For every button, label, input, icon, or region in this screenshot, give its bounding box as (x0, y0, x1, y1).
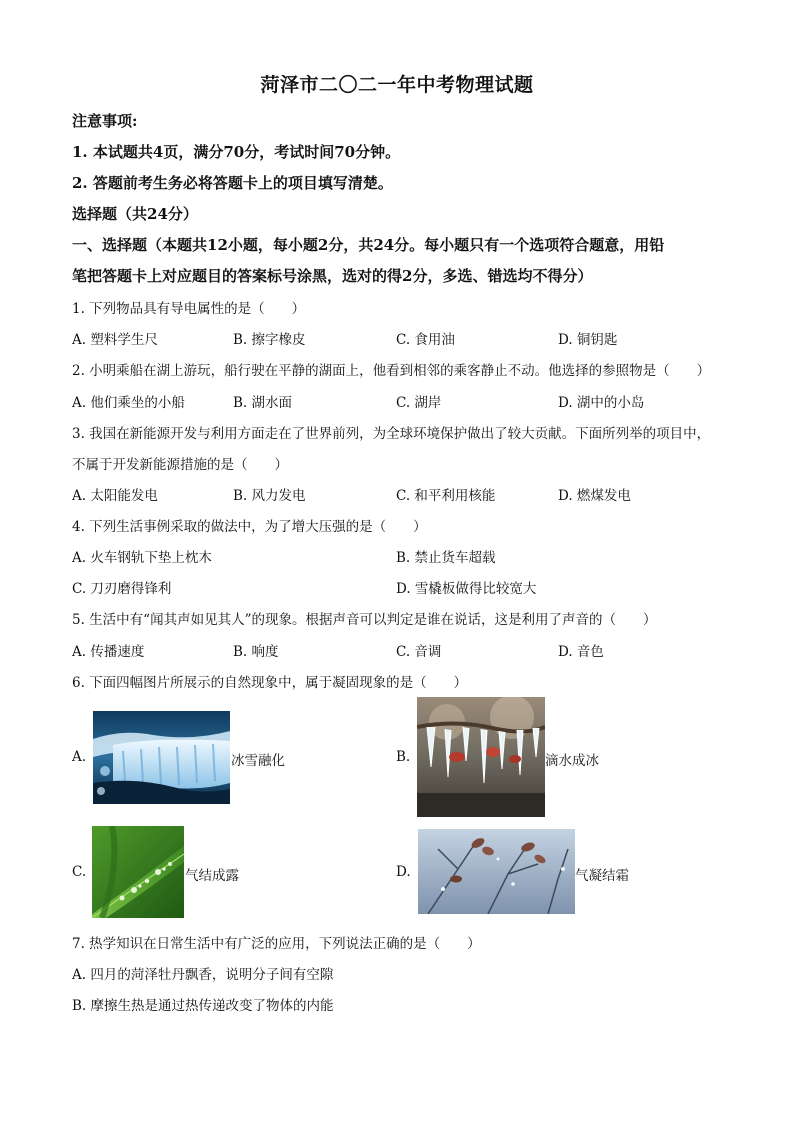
notice-item-1: 1. 本试题共4页，满分70分，考试时间70分钟。 (72, 143, 401, 161)
question-4-option-d[interactable]: D. 雪橇板做得比较宽大 (396, 581, 537, 597)
question-2-option-d[interactable]: D. 湖中的小岛 (558, 395, 645, 411)
question-1-option-b[interactable]: B. 擦字橡皮 (233, 332, 306, 348)
question-1-stem: 1. 下列物品具有导电属性的是（ ） (72, 301, 306, 317)
question-4-stem: 4. 下列生活事例采取的做法中，为了增大压强的是（ ） (72, 519, 427, 535)
question-6-option-b-letter[interactable]: B. (396, 749, 411, 765)
question-3-option-b[interactable]: B. 风力发电 (233, 488, 306, 504)
section-intro-line-2: 笔把答题卡上对应题目的答案标号涂黑，选对的得2分，多选、错选均不得分） (72, 267, 593, 285)
question-4-option-b[interactable]: B. 禁止货车超载 (396, 550, 496, 566)
question-3-option-d[interactable]: D. 燃煤发电 (558, 488, 631, 504)
question-3-stem-line-2: 不属于开发新能源措施的是（ ） (72, 457, 288, 473)
notice-item-2: 2. 答题前考生务必将答题卡上的项目填写清楚。 (72, 174, 393, 192)
question-6-option-d-caption: 气凝结霜 (575, 868, 629, 884)
melting-ice-photo[interactable] (93, 711, 230, 804)
question-2-option-b[interactable]: B. 湖水面 (233, 395, 293, 411)
question-6-option-a-caption: 冰雪融化 (231, 753, 285, 769)
question-7-option-a[interactable]: A. 四月的菏泽牡丹飘香，说明分子间有空隙 (72, 967, 334, 983)
section-heading: 选择题（共24分） (72, 205, 198, 223)
section-intro-line-1: 一、选择题（本题共12小题，每小题2分，共24分。每小题只有一个选项符合题意，用铅 (72, 236, 665, 254)
question-5-option-b[interactable]: B. 响度 (233, 644, 279, 660)
question-4-option-a[interactable]: A. 火车钢轨下垫上枕木 (72, 550, 212, 566)
question-6-option-b-caption: 滴水成冰 (545, 753, 599, 769)
question-3-option-c[interactable]: C. 和平利用核能 (396, 488, 496, 504)
question-1-option-c[interactable]: C. 食用油 (396, 332, 455, 348)
question-6-option-d-letter[interactable]: D. (396, 864, 411, 880)
exam-title: 菏泽市二〇二一年中考物理试题 (260, 74, 534, 96)
question-5-option-c[interactable]: C. 音调 (396, 644, 442, 660)
question-6-option-c-letter[interactable]: C. (72, 864, 87, 880)
question-2-option-c[interactable]: C. 湖岸 (396, 395, 442, 411)
question-6-stem: 6. 下面四幅图片所展示的自然现象中，属于凝固现象的是（ ） (72, 675, 468, 691)
question-4-option-c[interactable]: C. 刀刃磨得锋利 (72, 581, 172, 597)
question-2-stem: 2. 小明乘船在湖上游玩，船行驶在平静的湖面上，他看到相邻的乘客静止不动。他选择的参照物是（ ） (72, 363, 711, 379)
question-1-option-d[interactable]: D. 铜钥匙 (558, 332, 618, 348)
frosted-leaves-photo[interactable] (418, 829, 575, 914)
question-6-option-a-letter[interactable]: A. (72, 749, 87, 765)
question-7-stem: 7. 热学知识在日常生活中有广泛的应用，下列说法正确的是（ ） (72, 936, 481, 952)
question-5-stem: 5. 生活中有“闻其声如见其人”的现象。根据声音可以判定是谁在说话，这是利用了声音的（ ） (72, 612, 657, 628)
question-6-option-c-caption: 气结成露 (185, 868, 239, 884)
question-5-option-a[interactable]: A. 传播速度 (72, 644, 145, 660)
question-2-option-a[interactable]: A. 他们乘坐的小船 (72, 395, 185, 411)
question-5-option-d[interactable]: D. 音色 (558, 644, 604, 660)
question-1-option-a[interactable]: A. 塑料学生尺 (72, 332, 158, 348)
icicles-photo[interactable] (417, 697, 545, 817)
dew-on-leaf-photo[interactable] (92, 826, 184, 918)
question-3-stem-line-1: 3. 我国在新能源开发与利用方面走在了世界前列，为全球环境保护做出了较大贡献。下面所列举的项目中， (72, 426, 711, 442)
question-3-option-a[interactable]: A. 太阳能发电 (72, 488, 158, 504)
notice-heading: 注意事项: (72, 112, 138, 130)
question-7-option-b[interactable]: B. 摩擦生热是通过热传递改变了物体的内能 (72, 998, 334, 1014)
